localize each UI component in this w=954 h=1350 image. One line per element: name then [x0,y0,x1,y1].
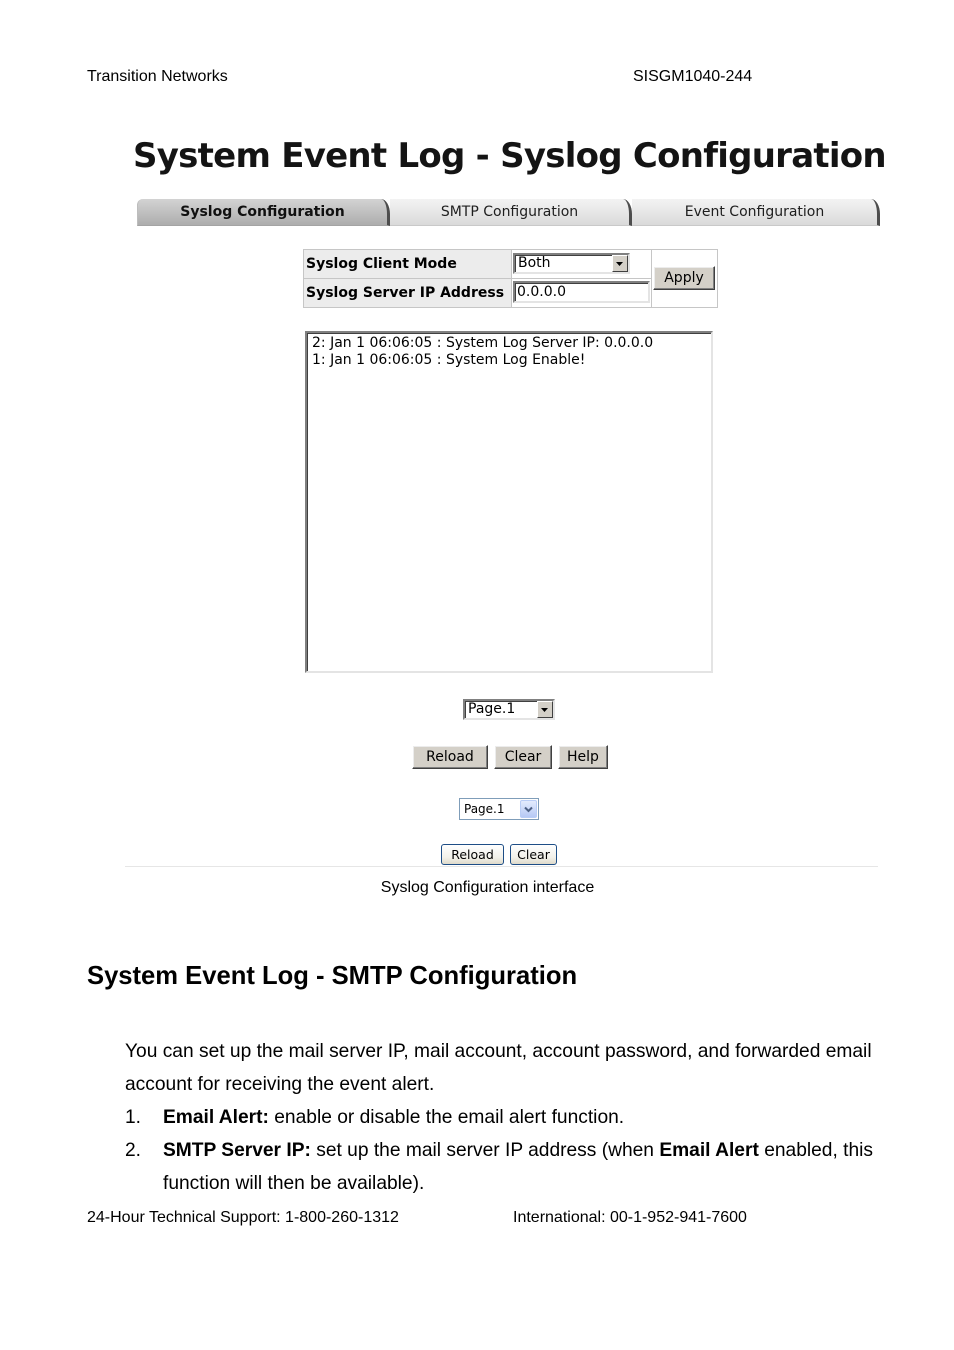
syslog-log-textarea[interactable] [305,331,713,673]
dropdown-arrow-icon[interactable] [612,255,628,272]
reload-button[interactable]: Reload [412,745,488,769]
page-select-modern[interactable] [459,798,539,820]
log-entry: 1: Jan 1 06:06:05 : System Log Enable! [312,352,586,368]
list-number: 2. [125,1140,142,1161]
column-divider [511,250,512,307]
column-divider [651,250,652,307]
tab-smtp-configuration[interactable]: SMTP Configuration [390,199,632,226]
list-text: set up the mail server IP address (when [316,1140,654,1161]
section-body [87,1035,895,1200]
clear-button[interactable]: Clear [510,844,557,865]
list-item [87,1101,895,1134]
apply-button[interactable]: Apply [653,266,715,290]
footer-international: International: 00-1-952-941-7600 [513,1209,747,1226]
client-mode-select[interactable] [513,253,630,274]
intro-paragraph: You can set up the mail server IP, mail account, account password, and forwarded email account for receiving the event alert. [125,1041,872,1095]
list-text: enable or disable the email alert function. [274,1107,625,1128]
client-mode-label: Syslog Client Mode [304,250,511,278]
header-company: Transition Networks [87,68,228,85]
tab-event-configuration[interactable]: Event Configuration [632,199,880,226]
header-model: SISGM1040-244 [633,68,753,85]
list-text: enabled, this function will then be available). [163,1140,873,1194]
section-heading: System Event Log - SMTP Configuration [87,962,578,990]
page-select-value: Page.1 [468,701,516,717]
list-item [87,1134,895,1200]
client-mode-value: Both [518,255,551,271]
list-emphasis: Email Alert [659,1140,759,1161]
server-ip-input[interactable] [513,281,650,303]
dropdown-arrow-icon[interactable] [537,701,553,718]
figure-divider [125,866,878,867]
log-entry: 2: Jan 1 06:06:05 : System Log Server IP: 0.0.0.0 [312,335,654,351]
server-ip-value: 0.0.0.0 [517,284,566,300]
help-button[interactable]: Help [558,745,608,769]
list-number: 1. [125,1107,142,1128]
tab-syslog-configuration[interactable]: Syslog Configuration [137,199,390,226]
list-term: SMTP Server IP: [163,1140,311,1161]
list-term: Email Alert: [163,1107,269,1128]
server-ip-label: Syslog Server IP Address [304,279,511,307]
page-select-value: Page.1 [464,802,505,816]
footer-support: 24-Hour Technical Support: 1-800-260-1312 [87,1209,399,1226]
reload-button[interactable]: Reload [441,844,504,865]
dropdown-arrow-icon[interactable] [520,800,537,818]
syslog-settings-form [303,249,718,308]
figure-caption: Syslog Configuration interface [380,879,595,896]
clear-button[interactable]: Clear [494,745,552,769]
page-select-classic[interactable] [463,699,555,720]
screen-title: System Event Log - Syslog Configuration [133,136,886,176]
